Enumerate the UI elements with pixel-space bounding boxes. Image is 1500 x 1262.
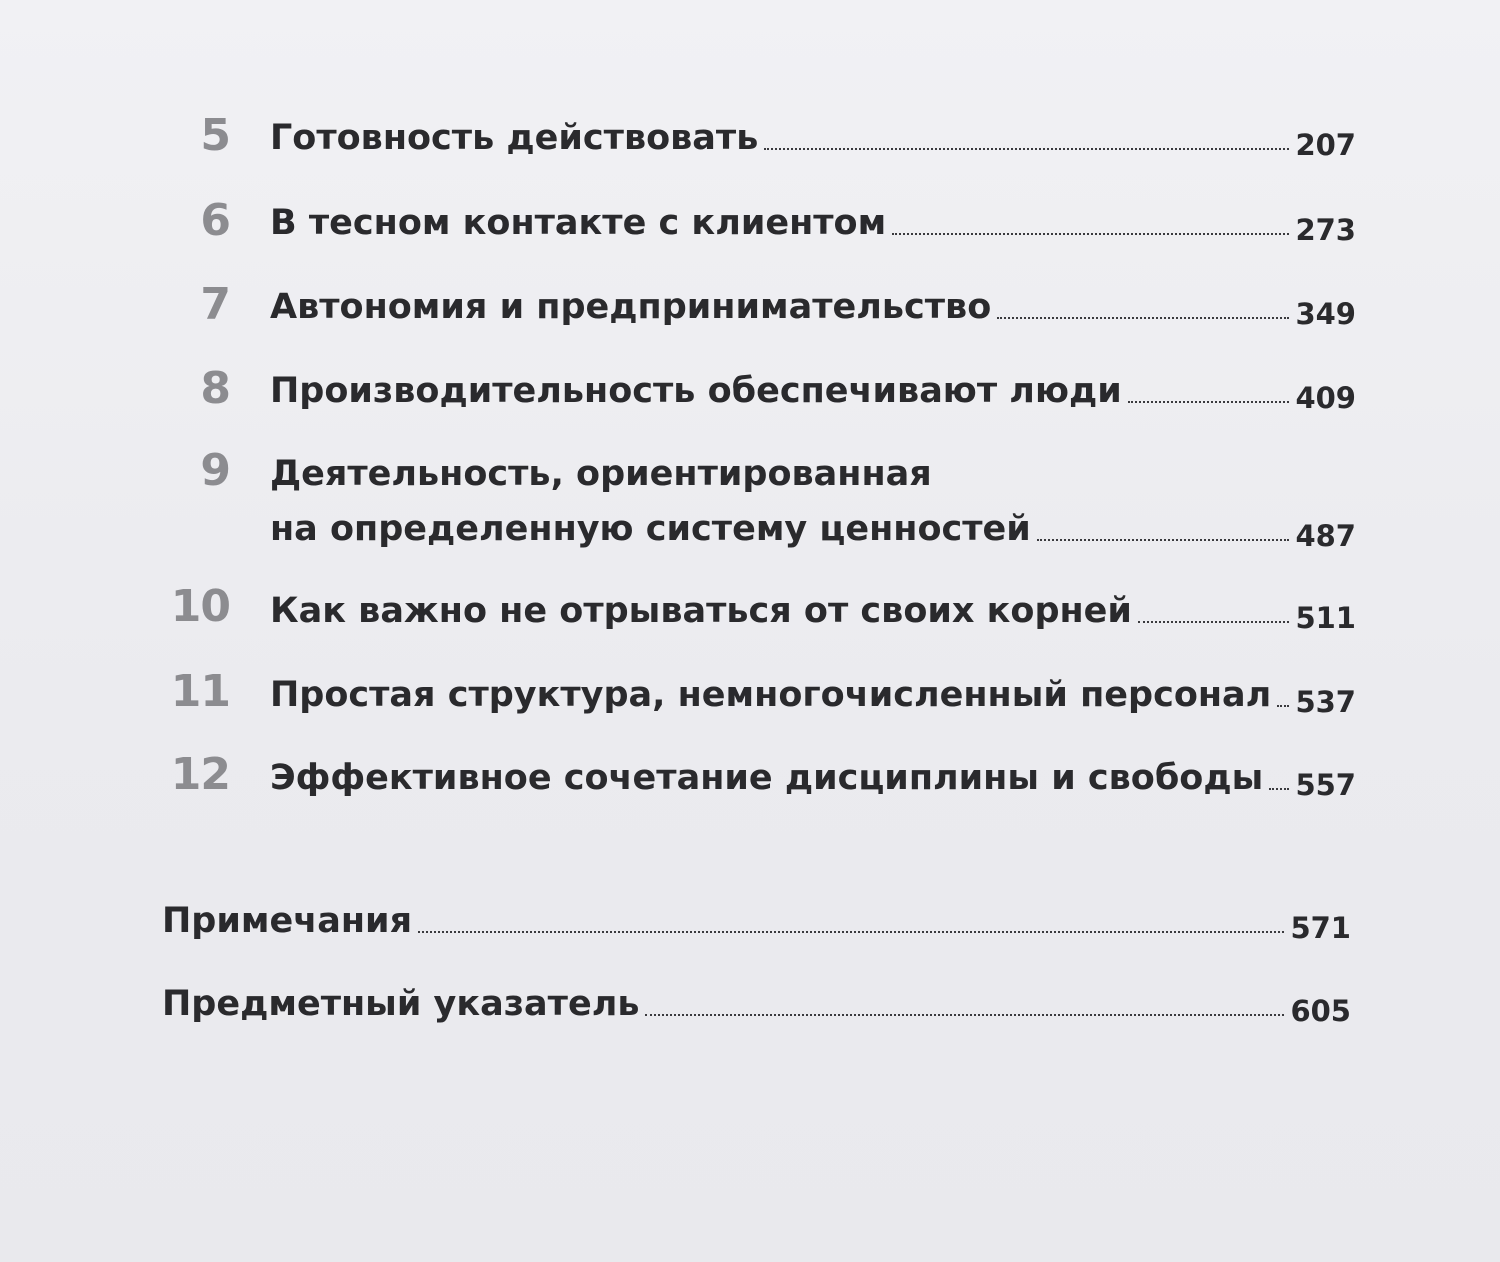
- page-number: 605: [1290, 994, 1351, 1028]
- page-number: 537: [1295, 685, 1356, 719]
- chapter-title: Как важно не отрываться от своих корней: [270, 591, 1132, 631]
- dot-leader: [1128, 401, 1290, 403]
- toc-line: [270, 203, 1356, 247]
- chapter-title-line-2: на определенную систему ценностей: [270, 509, 1031, 549]
- toc-line-second: [270, 509, 1356, 553]
- section-title: Предметный указатель: [162, 984, 640, 1024]
- dot-leader: [1277, 705, 1289, 707]
- toc-line-first: [270, 456, 1356, 492]
- chapter-title: Готовность действовать: [270, 118, 759, 158]
- dot-leader: [892, 233, 1289, 235]
- toc-line: [270, 591, 1356, 635]
- chapter-number: 5: [200, 110, 230, 161]
- page-number: 349: [1295, 297, 1356, 331]
- toc-line: [270, 758, 1356, 802]
- dot-leader: [1269, 788, 1289, 790]
- chapter-number: 6: [200, 195, 230, 246]
- toc-line: [162, 984, 1351, 1028]
- toc-line: [270, 287, 1356, 331]
- chapter-number: 9: [200, 445, 230, 496]
- toc-line: [270, 371, 1356, 415]
- page-number: 487: [1295, 519, 1356, 553]
- chapter-number: 8: [200, 363, 230, 414]
- page-number: 511: [1295, 601, 1356, 635]
- chapter-title: Эффективное сочетание дисциплины и свободы: [270, 758, 1264, 798]
- page-number: 273: [1295, 213, 1356, 247]
- chapter-title: Простая структура, немногочисленный персонал: [270, 675, 1272, 715]
- chapter-number: 11: [170, 666, 230, 717]
- chapter-number: 12: [170, 749, 230, 800]
- chapter-title: Автономия и предпринимательство: [270, 287, 992, 327]
- page-number: 207: [1295, 128, 1356, 162]
- chapter-title-line-1: Деятельность, ориентированная: [270, 454, 932, 494]
- toc-line: [270, 118, 1356, 162]
- dot-leader: [997, 317, 1289, 319]
- dot-leader: [1037, 539, 1290, 541]
- page-number: 409: [1295, 381, 1356, 415]
- chapter-number: 10: [170, 581, 230, 632]
- chapter-number: 7: [200, 279, 230, 330]
- dot-leader: [418, 931, 1284, 933]
- chapter-title: Производительность обеспечивают люди: [270, 371, 1122, 411]
- chapter-title: В тесном контакте с клиентом: [270, 203, 887, 243]
- section-title: Примечания: [162, 901, 413, 941]
- dot-leader: [645, 1014, 1284, 1016]
- toc-line: [270, 675, 1356, 719]
- page-number: 571: [1290, 911, 1351, 945]
- dot-leader: [764, 148, 1289, 150]
- page-number: 557: [1295, 768, 1356, 802]
- toc-line: [162, 901, 1351, 945]
- dot-leader: [1138, 621, 1290, 623]
